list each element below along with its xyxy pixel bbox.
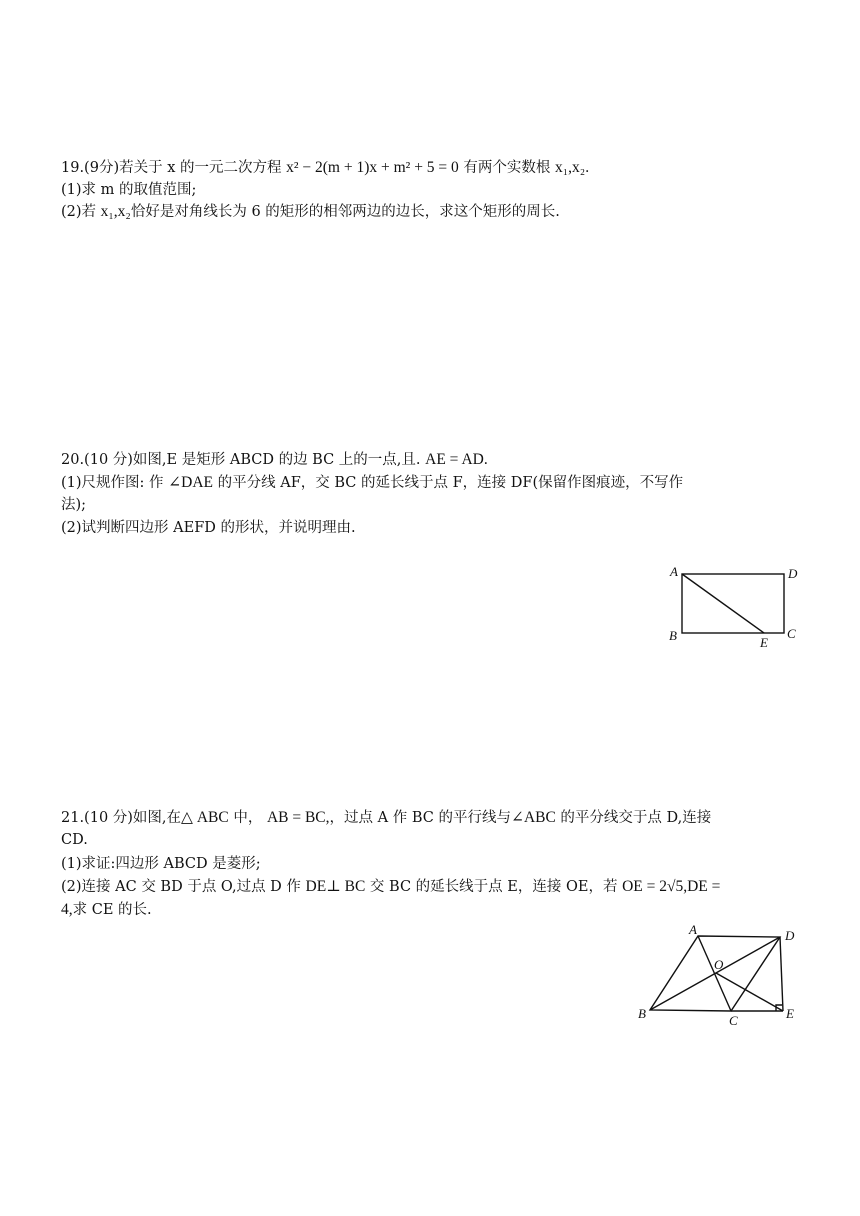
label-d: D bbox=[788, 566, 798, 581]
q20-part2: (2)试判断四边形 AEFD 的形状，并说明理由. bbox=[61, 520, 356, 536]
label-c: C bbox=[729, 1013, 738, 1028]
q21-oe: OE = 2√5,DE = bbox=[622, 878, 721, 895]
q21-stem-text: ，过点 A 作 BC 的平行线与 bbox=[329, 810, 511, 826]
diagonal-bd bbox=[650, 937, 780, 1010]
label-d: D bbox=[785, 928, 795, 943]
q21-triangle: △ ABC bbox=[181, 809, 229, 826]
q19-stem-text: 19.(9分)若关于 x 的一元二次方程 bbox=[61, 160, 287, 176]
label-a: A bbox=[689, 922, 697, 937]
label-b: B bbox=[638, 1006, 646, 1021]
label-e: E bbox=[760, 635, 768, 650]
label-b: B bbox=[669, 628, 677, 643]
q20-stem-math: AE = AD. bbox=[425, 451, 488, 468]
q20-part1-angle: ∠DAE bbox=[168, 474, 213, 491]
q21-stem-cont: CD. bbox=[61, 832, 88, 848]
q21-part2-text: 交 BC 的延长线于点 E，连接 OE，若 bbox=[365, 879, 623, 895]
q20-part1-prefix: (1)尺规作图: 作 bbox=[61, 475, 169, 491]
q21-part1: (1)求证:四边形 ABCD 是菱形; bbox=[61, 856, 261, 872]
q21-part2 bbox=[61, 877, 720, 897]
segment-de bbox=[780, 937, 783, 1011]
label-o: O bbox=[714, 957, 724, 972]
q21-figure-rhombus bbox=[630, 920, 810, 1032]
q21-part2-question: 求 CE 的长. bbox=[72, 902, 152, 918]
q20-stem-text: 20.(10 分)如图,E 是矩形 ABCD 的边 BC 上的一点,且. bbox=[61, 452, 426, 468]
q19-part2-prefix: (2)若 bbox=[61, 204, 101, 220]
q21-stem-mid: 中， bbox=[228, 810, 267, 826]
q19-part2-roots: x₁,x₂ bbox=[100, 203, 131, 220]
q19-part2 bbox=[61, 202, 560, 222]
q21-part2-prefix: (2)连接 AC 交 BD 于点 O,过点 D 作 bbox=[61, 879, 306, 895]
q21-stem-math: AB = BC, bbox=[266, 809, 330, 826]
q19-part2-text: 恰好是对角线长为 6 的矩形的相邻两边的边长，求这个矩形的周长. bbox=[130, 204, 560, 220]
q19-equation: x² − 2(m + 1)x + m² + 5 = 0 bbox=[286, 159, 459, 176]
q21-de-value: 4, bbox=[61, 901, 73, 918]
label-e: E bbox=[786, 1006, 794, 1021]
q21-stem-prefix: 21.(10 分)如图,在 bbox=[61, 810, 182, 826]
q19-stem bbox=[61, 158, 589, 178]
q20-part1-text: 的平分线 AF，交 BC 的延长线于点 F，连接 DF(保留作图痕迹，不写作 bbox=[213, 475, 684, 491]
q21-stem bbox=[61, 808, 711, 828]
rect-abcd bbox=[682, 574, 784, 633]
q19-part1: (1)求 m 的取值范围; bbox=[61, 182, 197, 198]
q20-part1-cont: 法); bbox=[61, 497, 87, 513]
segment-ae bbox=[682, 574, 764, 633]
q19-roots: x₁,x₂. bbox=[555, 159, 590, 176]
q20-figure-rectangle bbox=[660, 560, 810, 652]
label-a: A bbox=[670, 564, 678, 579]
q20-stem bbox=[61, 450, 488, 470]
q21-perp: DE⊥ BC bbox=[305, 878, 366, 895]
q21-part2-cont bbox=[61, 900, 152, 920]
q20-part1 bbox=[61, 473, 683, 493]
label-c: C bbox=[787, 626, 796, 641]
q19-stem-text-2: 有两个实数根 bbox=[458, 160, 556, 176]
segment-oe bbox=[716, 973, 783, 1011]
q21-angle: ∠ABC bbox=[510, 809, 556, 826]
q21-stem-tail: 的平分线交于点 D,连接 bbox=[555, 810, 712, 826]
